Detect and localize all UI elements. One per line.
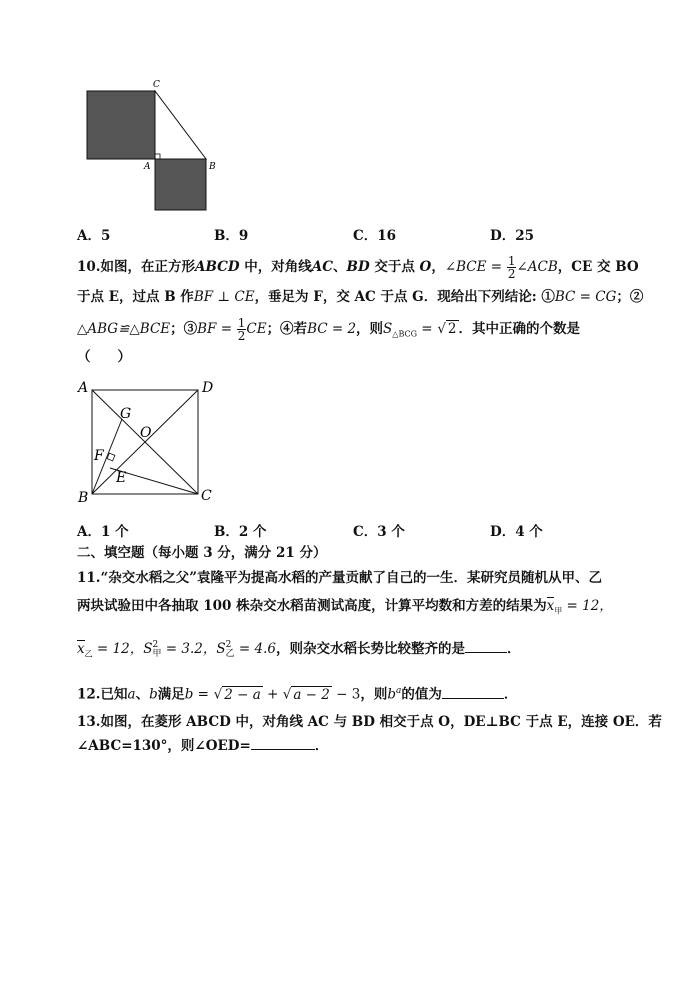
upper-square: [87, 91, 155, 159]
fig10-label-e: E: [116, 470, 127, 486]
lower-square: [155, 159, 206, 210]
q10-fraction-2: $\frac{1}{2}$: [237, 316, 246, 343]
fig10-label-d: D: [202, 380, 214, 396]
fig10-label-f: F: [94, 448, 104, 464]
q11-line-1: 11.“杂交水稻之父”袁隆平为提高水稻的产量贡献了自己的一生．某研究员随机从甲、乙: [77, 570, 603, 586]
q10-line-1: 10.如图，在正方形ABCD 中，对角线AC、BD 交于点 O，∠BCE = $\frac{1}{2}$ ∠ACB，CE 交 BO: [77, 254, 639, 281]
fig9-label-a: A: [144, 162, 151, 172]
q10-option-c: C．3 个: [353, 524, 405, 540]
q10-fraction-1: $\frac{1}{2}$: [507, 254, 516, 281]
q10-answer-paren: （ ）: [77, 349, 131, 365]
section-2-heading: 二、填空题（每小题 3 分，满分 21 分）: [77, 545, 327, 561]
fig10-label-b: B: [78, 490, 89, 506]
q11-answer-blank[interactable]: [465, 640, 507, 653]
sqrt-symbol-1: √: [213, 686, 223, 703]
q11-line-2: 两块试验田中各抽取 100 株杂交水稻苗测试高度，计算平均数和方差的结果为$x_甲 = 12$，: [77, 598, 613, 616]
q9-option-c: C．16: [353, 228, 397, 244]
q9-figure: [80, 76, 220, 216]
q13-line-2: ∠ABC=130°，则∠OED= ．: [77, 738, 329, 754]
right-triangle: [155, 91, 206, 159]
q11-line-3: $x_乙 = 12$，S 2 甲 = 3.2，S 2 乙 = 4.6，则杂交水稻长势比较整齐的是 ．: [77, 639, 521, 659]
q10-option-a: A．1 个: [77, 524, 129, 540]
q9-option-b: B．9: [214, 228, 249, 244]
q12-answer-blank[interactable]: [442, 686, 504, 699]
q10-line-3: △ABG≌△BCE；③BF = $\frac{1}{2}$ CE；④若BC = 2，则$S_{\triangle BCG}$ = √ 2 ．其中正确的个数是: [77, 316, 581, 343]
q9-option-a: A．5: [77, 228, 111, 244]
fig10-label-g: G: [120, 406, 132, 422]
q13-answer-blank[interactable]: [251, 737, 315, 750]
sqrt-symbol: √: [437, 321, 446, 337]
q10-option-d: D．4 个: [490, 524, 543, 540]
fig9-label-b: B: [209, 162, 216, 172]
q10-line-2: 于点 E，过点 B 作BF ⊥ CE，垂足为 F，交 AC 于点 G．现给出下列结论: ①BC = CG；②: [77, 289, 644, 305]
fig10-label-c: C: [201, 488, 212, 504]
q10-figure: [74, 376, 224, 506]
q9-option-d: D．25: [490, 228, 534, 244]
q10-option-b: B．2 个: [214, 524, 267, 540]
sqrt-symbol-2: √: [282, 686, 292, 703]
q12-line: 12.已知a、b满足b = √ 2 − a + √ a − 2 − 3，则$b^a$的值为 ．: [77, 686, 518, 703]
q13-line-1: 13.如图，在菱形 ABCD 中，对角线 AC 与 BD 相交于点 O，DE⊥BC 于点 E，连接 OE．若: [77, 714, 662, 730]
fig9-label-c: C: [153, 80, 160, 90]
fig10-label-o: O: [140, 425, 152, 441]
fig10-label-a: A: [78, 380, 89, 396]
